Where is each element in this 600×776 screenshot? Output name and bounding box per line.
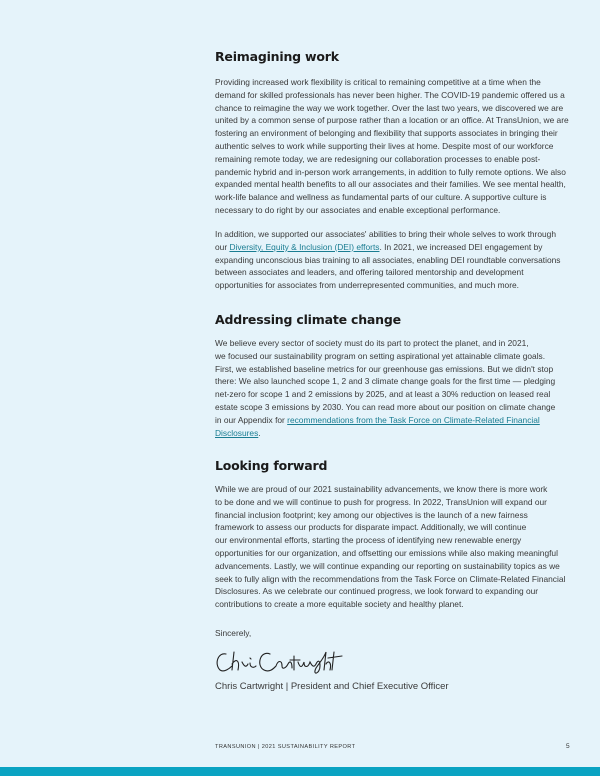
text-line [215, 153, 595, 166]
text-segment: our environmental efforts, starting the process of identifying new renewable energy [215, 535, 522, 546]
text-segment: we focused our sustainability program on setting aspirational yet attainable climate goals. [215, 350, 546, 361]
text-line [215, 534, 595, 547]
heading-looking-forward: Looking forward [215, 458, 328, 473]
paragraph [215, 483, 595, 611]
text-line [215, 178, 595, 191]
text-segment: to be done and we will continue to push for progress. In 2022, TransUnion will expand our [215, 496, 547, 507]
text-segment: fostering an environment of belonging and flexibility that supports associates in bringing their [215, 128, 558, 139]
text-line [215, 573, 595, 586]
text-line [215, 266, 595, 279]
text-line [215, 388, 595, 401]
text-line [215, 204, 595, 217]
footer-report-title: TRANSUNION | 2021 SUSTAINABILITY REPORT [215, 744, 356, 750]
text-segment: united by a common sense of purpose rather than a location or an office. At TransUnion, we are [215, 115, 569, 126]
text-segment: seek to fully align with the recommendations from the Task Force on Climate-Related Financial [215, 573, 566, 584]
text-segment: remaining remote today, we are redesigning our collaboration processes to enable post- [215, 153, 541, 164]
bottom-accent-bar [0, 767, 600, 776]
text-segment: chance to reimagine the way we work together. Over the last two years, we discovered we are [215, 102, 564, 113]
text-line [215, 337, 595, 350]
text-line [215, 140, 595, 153]
text-segment: . In 2021, we increased DEI engagement by [379, 241, 543, 252]
text-segment: Disclosures. As we celebrate our continued progress, we look forward to expanding our [215, 586, 539, 597]
text-segment: net-zero for scope 1 and 2 emissions by 2025, and at least a 30% reduction on leased real [215, 389, 551, 400]
inline-link[interactable]: Diversity, Equity & Inclusion (DEI) efforts [229, 241, 380, 252]
text-segment: demand for skilled professionals has never been higher. The COVID-19 pandemic offered us a [215, 89, 565, 100]
text-line [215, 166, 595, 179]
paragraph [215, 228, 595, 292]
text-line [215, 585, 595, 598]
text-line [215, 414, 595, 427]
page-number: 5 [566, 743, 570, 750]
text-line [215, 427, 595, 440]
text-segment: financial inclusion footprint; key among our objectives is the launch of a new fairness [215, 509, 528, 520]
text-segment: our [215, 241, 230, 252]
text-line [215, 127, 595, 140]
paragraph [215, 337, 595, 439]
text-segment: Sincerely, [215, 628, 252, 638]
text-segment: In addition, we supported our associates' abilities to bring their whole selves to work through [215, 229, 556, 239]
text-line [215, 241, 595, 254]
text-line [215, 191, 595, 204]
text-line [215, 521, 595, 534]
text-line [215, 375, 595, 388]
text-line [215, 560, 595, 573]
text-segment: . [258, 427, 261, 438]
text-segment: expanding unconscious bias training to all associates, enabling DEI roundtable conversations [215, 254, 561, 265]
text-segment: opportunities for our organization, and offsetting our emissions while also making meaningful [215, 547, 558, 558]
text-line [215, 483, 595, 496]
heading-addressing-climate-change: Addressing climate change [215, 312, 401, 327]
text-segment: necessary to do right by our associates and enable exceptional performance. [215, 204, 501, 215]
signer-name-title: Chris Cartwright | President and Chief Executive Officer [215, 681, 449, 692]
text-segment: First, we established baseline metrics for our greenhouse gas emissions. But we didn't stop [215, 363, 554, 374]
text-line [215, 279, 595, 292]
text-segment: there: We also launched scope 1, 2 and 3 climate change goals for the first time — pledging [215, 376, 556, 387]
text-line [215, 509, 595, 522]
text-line [215, 228, 595, 241]
text-segment: work-life balance and wellness as fundamental parts of our culture. A supportive culture is [215, 192, 547, 203]
text-segment: expanded mental health benefits to all our associates and their families. We see mental health, [215, 179, 566, 190]
signature-image [212, 646, 352, 676]
text-segment: Providing increased work flexibility is critical to remaining competitive at a time when the [215, 77, 541, 87]
text-line [215, 114, 595, 127]
text-segment: We believe every sector of society must do its part to protect the planet, and in 2021, [215, 338, 529, 348]
text-line [215, 89, 595, 102]
text-line [215, 496, 595, 509]
text-segment: pandemic hybrid and in-person work arrangements, in addition to fully remote options. We also [215, 166, 566, 177]
text-segment: advancements. Lastly, we will continue expanding our reporting on sustainability topics as we [215, 560, 560, 571]
text-line [215, 598, 595, 611]
text-line [215, 350, 595, 363]
text-segment: in our Appendix for [215, 414, 288, 425]
heading-reimagining-work: Reimagining work [215, 49, 339, 64]
text-segment: between associates and leaders, and offering tailored mentorship and development [215, 267, 524, 278]
text-line [215, 102, 595, 115]
text-line [215, 627, 595, 640]
text-segment: estate scope 3 emissions by 2030. You can read more about our position on climate change [215, 401, 556, 412]
text-segment: While we are proud of our 2021 sustainability advancements, we know there is more work [215, 484, 548, 494]
text-segment: framework to assess our products for disparate impact. Additionally, we will continue [215, 522, 527, 533]
text-line [215, 401, 595, 414]
inline-link[interactable]: recommendations from the Task Force on Climate-Related Financial [287, 414, 540, 425]
text-segment: contributions to create a more equitable society and healthy planet. [215, 599, 464, 610]
paragraph [215, 76, 595, 217]
inline-link[interactable]: Disclosures [215, 427, 259, 438]
text-line [215, 547, 595, 560]
text-line [215, 363, 595, 376]
text-segment: authentic selves to work while supporting their lives at home. Despite most of our workforce [215, 140, 554, 151]
text-segment: opportunities for associates from underrepresented communities, and much more. [215, 280, 519, 291]
closing [215, 627, 595, 640]
text-line [215, 76, 595, 89]
text-line [215, 254, 595, 267]
